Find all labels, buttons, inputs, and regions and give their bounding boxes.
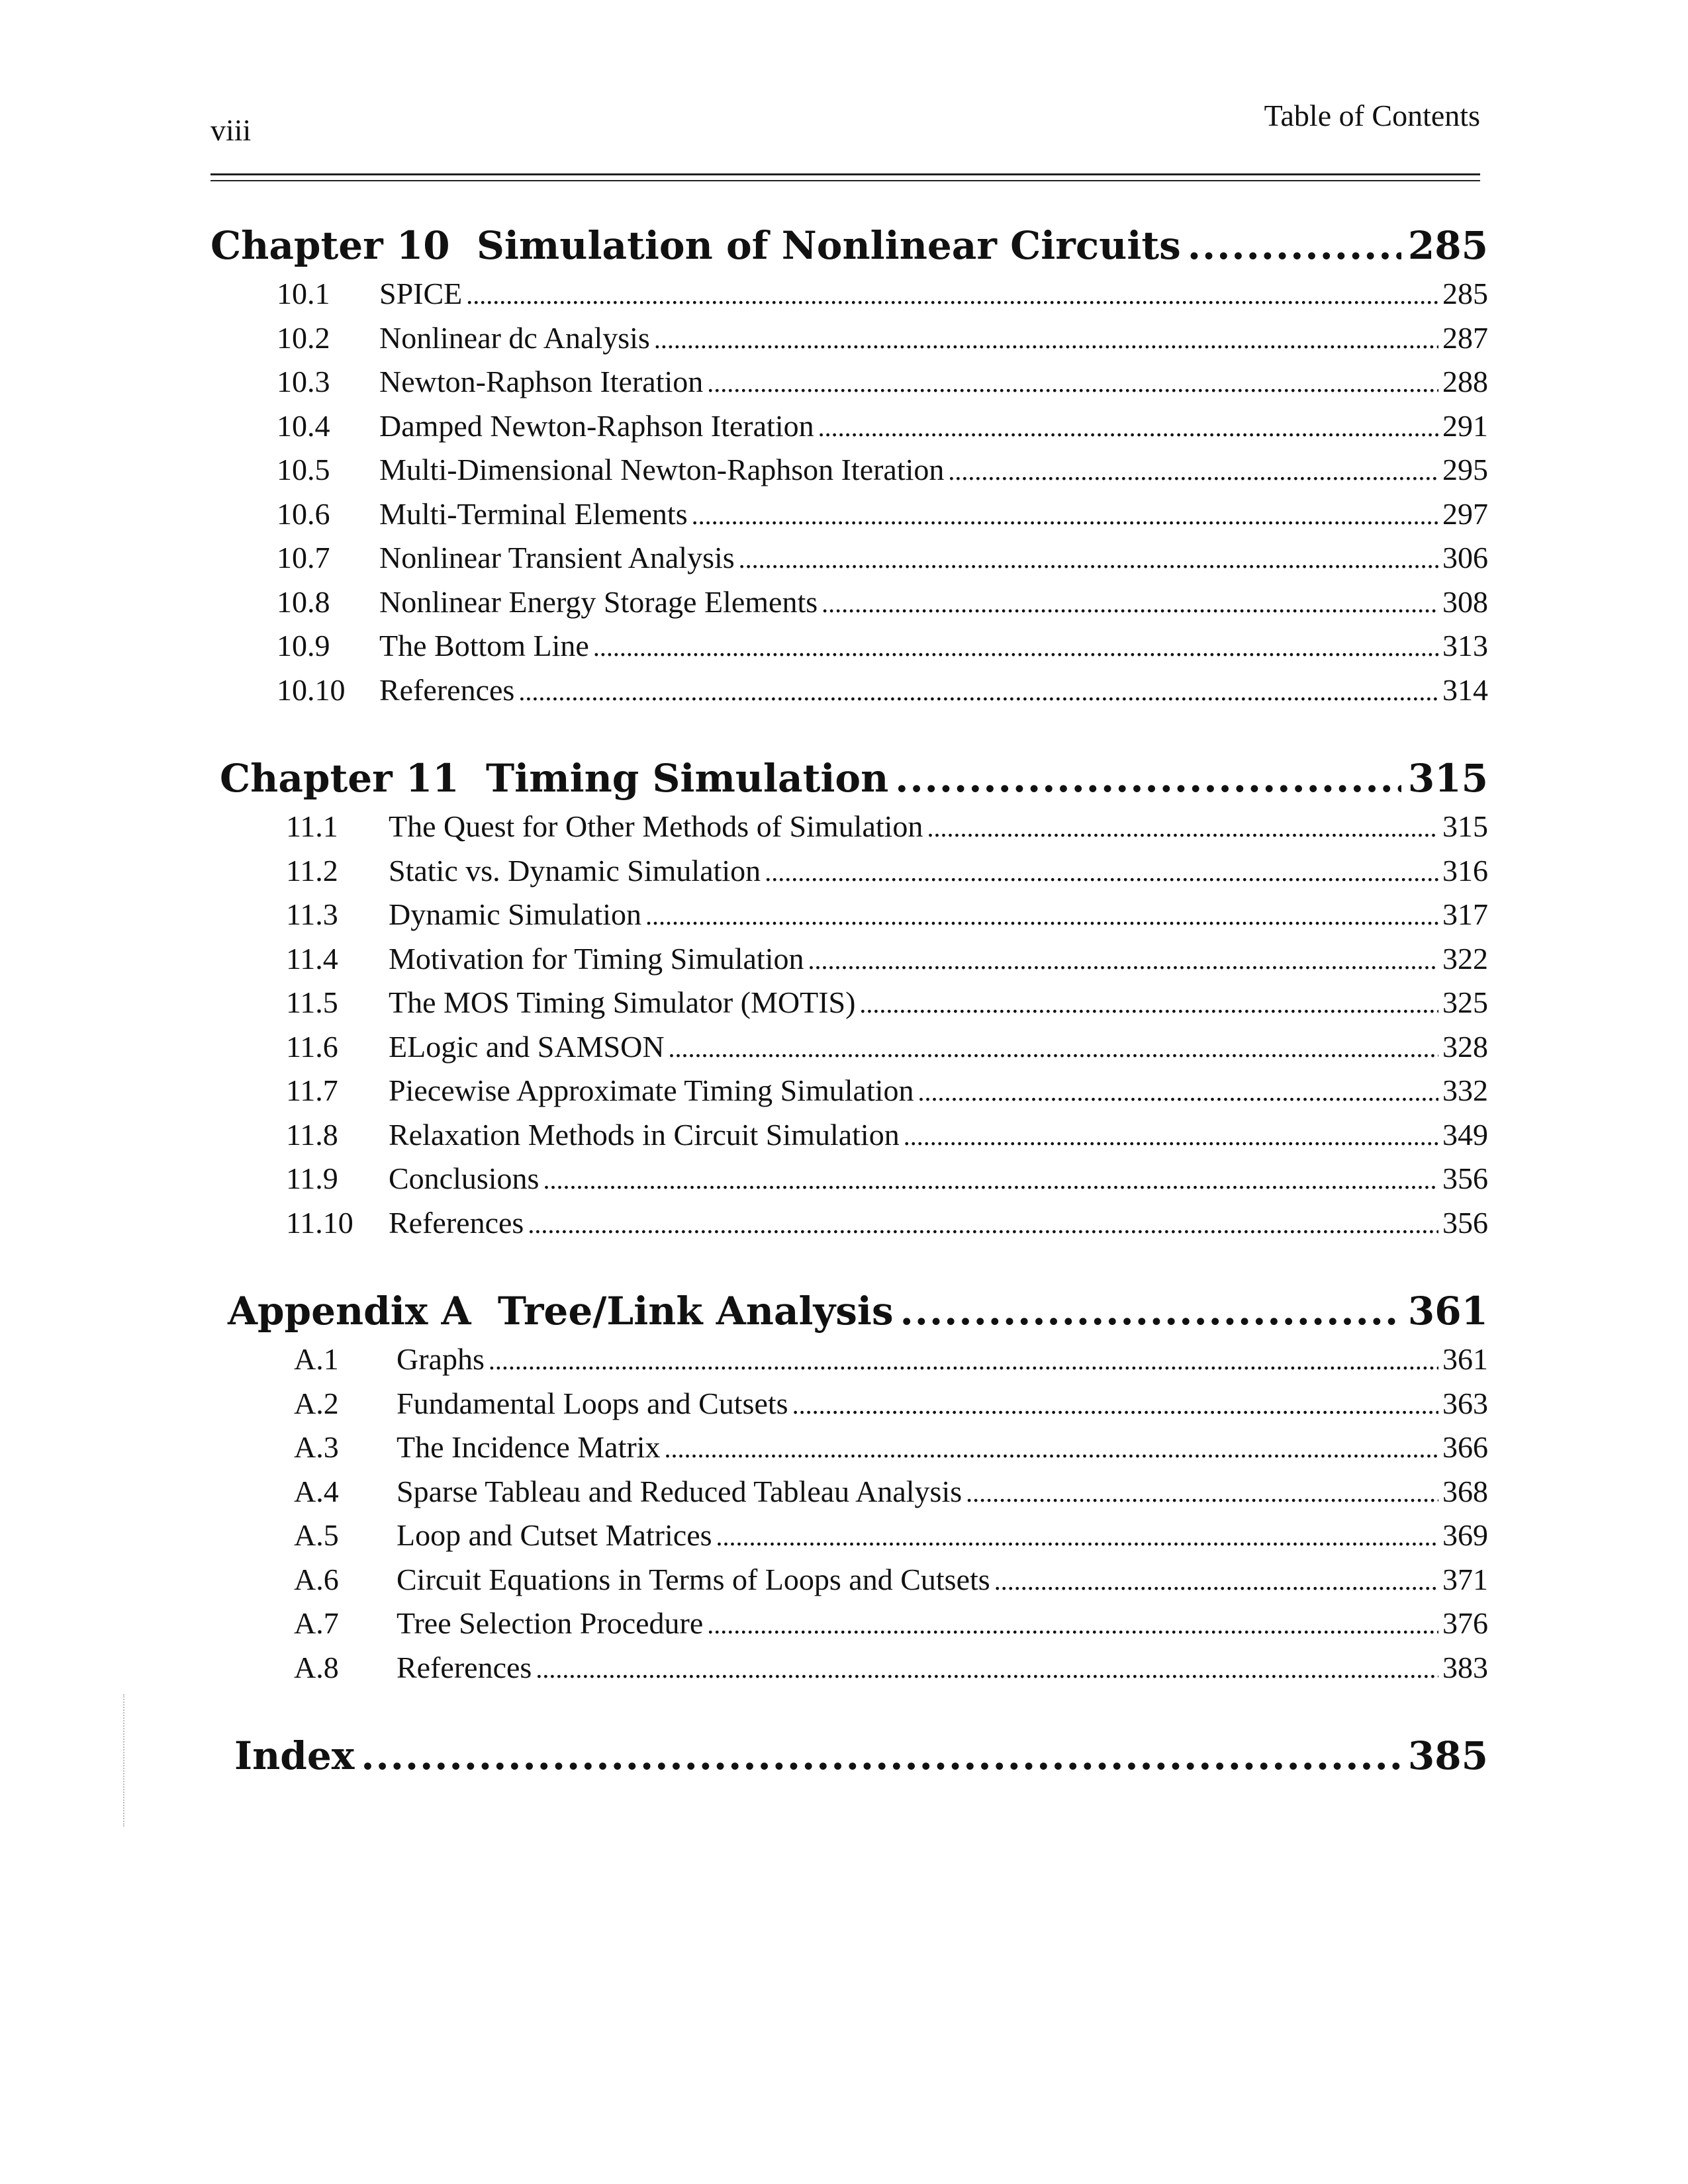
dot-leader xyxy=(543,1159,1438,1202)
entry-page: 369 xyxy=(1442,1518,1488,1552)
entry-page: 383 xyxy=(1442,1650,1488,1684)
page-number: viii xyxy=(211,113,252,147)
header-rule xyxy=(211,173,1480,175)
entry-page: 287 xyxy=(1442,320,1488,355)
entry-number: 11.5 xyxy=(286,985,338,1019)
toc-entry xyxy=(228,1338,1488,1383)
entry-title: Motivation for Timing Simulation xyxy=(389,941,804,976)
appendix-title: Appendix A Tree/Link Analysis xyxy=(228,1289,894,1334)
entry-number: 10.6 xyxy=(277,496,330,531)
entry-number: 10.8 xyxy=(277,584,330,619)
entry-number: 10.2 xyxy=(277,320,330,355)
entry-page: 317 xyxy=(1442,897,1488,931)
toc-entry xyxy=(211,273,1488,317)
entry-title: The Quest for Other Methods of Simulation xyxy=(389,809,923,843)
entry-page: 297 xyxy=(1442,496,1488,531)
entry-number: 10.5 xyxy=(277,453,330,486)
entry-page: 376 xyxy=(1442,1606,1488,1640)
toc-entry xyxy=(211,405,1488,449)
toc-entry xyxy=(220,1114,1488,1158)
toc-entry xyxy=(228,1559,1488,1603)
entry-page: 306 xyxy=(1442,541,1488,574)
toc-entry xyxy=(228,1426,1488,1471)
entry-title: Tree Selection Procedure xyxy=(397,1606,704,1640)
toc-entry xyxy=(228,1383,1488,1427)
entry-page: 371 xyxy=(1442,1562,1488,1596)
entry-page: 291 xyxy=(1442,408,1488,443)
entry-title: Conclusions xyxy=(389,1161,539,1195)
entry-number: 11.3 xyxy=(286,897,338,931)
dot-leader xyxy=(808,939,1438,982)
entry-page: 366 xyxy=(1442,1430,1488,1464)
toc-entry xyxy=(228,1514,1488,1559)
entry-page: 316 xyxy=(1442,853,1488,887)
toc-entry xyxy=(220,1026,1488,1070)
dot-leader xyxy=(739,538,1438,581)
dot-leader xyxy=(904,1115,1438,1158)
toc-entry xyxy=(211,449,1488,493)
dot-leader xyxy=(927,807,1438,850)
entry-number: 10.4 xyxy=(277,408,330,443)
dot-leader xyxy=(664,1428,1438,1471)
dot-leader xyxy=(900,1284,1401,1338)
toc-entry xyxy=(211,537,1488,581)
entry-number: A.1 xyxy=(294,1342,339,1376)
entry-number: A.4 xyxy=(294,1474,339,1508)
index-title: Index xyxy=(234,1733,355,1778)
entry-title: Newton-Raphson Iteration xyxy=(379,365,704,398)
entry-title: Loop and Cutset Matrices xyxy=(397,1518,712,1552)
entry-page: 356 xyxy=(1442,1205,1488,1240)
entry-title: Damped Newton-Raphson Iteration xyxy=(379,408,814,443)
toc-section-index xyxy=(234,1729,1488,1783)
entry-number: 10.3 xyxy=(277,365,330,398)
entry-title: References xyxy=(379,672,515,707)
dot-leader xyxy=(818,406,1438,449)
entry-page: 295 xyxy=(1442,453,1488,486)
index-page: 385 xyxy=(1407,1733,1488,1778)
entry-title: Nonlinear dc Analysis xyxy=(379,320,650,355)
entry-page: 361 xyxy=(1442,1342,1488,1376)
dot-leader xyxy=(765,851,1438,894)
entry-number: A.2 xyxy=(294,1386,339,1420)
entry-number: 10.9 xyxy=(277,629,330,662)
appendix-heading xyxy=(228,1284,1488,1338)
entry-number: A.8 xyxy=(294,1650,339,1684)
entry-page: 356 xyxy=(1442,1161,1488,1195)
dot-leader xyxy=(466,274,1438,317)
entry-page: 363 xyxy=(1442,1386,1488,1420)
dot-leader xyxy=(654,318,1438,361)
dot-leader xyxy=(792,1384,1438,1427)
entry-title: ELogic and SAMSON xyxy=(389,1029,665,1064)
chapter-title: Chapter 10 Simulation of Nonlinear Circuits xyxy=(211,223,1181,268)
entry-title: The Bottom Line xyxy=(379,629,589,662)
entry-page: 314 xyxy=(1442,672,1488,707)
dot-leader xyxy=(716,1516,1438,1559)
table-of-contents xyxy=(211,218,1488,1821)
entry-title: Nonlinear Energy Storage Elements xyxy=(379,584,818,619)
toc-entry xyxy=(228,1647,1488,1691)
dot-leader xyxy=(707,362,1438,405)
entry-title: Sparse Tableau and Reduced Tableau Analysis xyxy=(397,1474,962,1508)
toc-entry xyxy=(211,361,1488,405)
scan-margin-marks xyxy=(123,1694,126,1827)
entry-number: 11.2 xyxy=(286,853,338,887)
entry-title: Dynamic Simulation xyxy=(389,897,642,931)
entry-page: 315 xyxy=(1442,809,1488,843)
dot-leader xyxy=(593,626,1438,669)
entry-title: Relaxation Methods in Circuit Simulation xyxy=(389,1117,900,1152)
entry-page: 332 xyxy=(1442,1073,1488,1107)
toc-entry xyxy=(220,1069,1488,1114)
entry-title: Multi-Terminal Elements xyxy=(379,496,688,531)
chapter-heading xyxy=(220,751,1488,805)
dot-leader xyxy=(1188,218,1401,273)
dot-leader xyxy=(966,1472,1438,1515)
entry-number: 11.7 xyxy=(286,1073,338,1107)
toc-section-chapter-11 xyxy=(220,751,1488,1246)
entry-number: 11.6 xyxy=(286,1029,338,1064)
header-rule-secondary xyxy=(211,180,1480,181)
dot-leader xyxy=(518,670,1438,713)
toc-entry xyxy=(220,893,1488,938)
chapter-page: 315 xyxy=(1407,756,1488,801)
dot-leader xyxy=(821,582,1438,625)
entry-page: 322 xyxy=(1442,941,1488,976)
entry-number: 11.10 xyxy=(286,1205,353,1240)
entry-title: Fundamental Loops and Cutsets xyxy=(397,1386,788,1420)
entry-number: A.6 xyxy=(294,1562,339,1596)
entry-number: A.5 xyxy=(294,1518,339,1552)
entry-page: 328 xyxy=(1442,1029,1488,1064)
entry-title: Circuit Equations in Terms of Loops and Cutsets xyxy=(397,1562,990,1596)
entry-title: The MOS Timing Simulator (MOTIS) xyxy=(389,985,856,1019)
dot-leader xyxy=(361,1729,1401,1783)
dot-leader xyxy=(489,1340,1438,1383)
entry-title: References xyxy=(397,1650,532,1684)
toc-entry xyxy=(211,581,1488,625)
entry-title: Static vs. Dynamic Simulation xyxy=(389,853,761,887)
chapter-title: Chapter 11 Timing Simulation xyxy=(220,756,889,801)
entry-number: A.7 xyxy=(294,1606,339,1640)
entry-number: 10.7 xyxy=(277,541,330,574)
entry-title: The Incidence Matrix xyxy=(397,1430,661,1464)
running-head: Table of Contents xyxy=(1264,99,1480,132)
dot-leader xyxy=(669,1027,1438,1070)
entry-page: 325 xyxy=(1442,985,1488,1019)
toc-entry xyxy=(220,850,1488,894)
chapter-page: 285 xyxy=(1407,223,1488,268)
dot-leader xyxy=(707,1604,1438,1647)
entry-title: Multi-Dimensional Newton-Raphson Iteration xyxy=(379,453,945,486)
entry-number: A.3 xyxy=(294,1430,339,1464)
index-heading xyxy=(234,1729,1488,1783)
entry-title: SPICE xyxy=(379,277,463,310)
toc-entry xyxy=(220,1202,1488,1246)
dot-leader xyxy=(895,751,1401,805)
toc-entry xyxy=(211,669,1488,713)
entry-number: 11.1 xyxy=(286,809,338,843)
entry-page: 313 xyxy=(1442,629,1488,662)
dot-leader xyxy=(918,1071,1439,1114)
toc-entry xyxy=(211,317,1488,361)
toc-entry xyxy=(220,1158,1488,1202)
toc-entry xyxy=(228,1602,1488,1647)
entry-title: Graphs xyxy=(397,1342,485,1376)
toc-entry xyxy=(220,805,1488,850)
dot-leader xyxy=(692,494,1438,537)
entry-page: 288 xyxy=(1442,365,1488,398)
entry-number: 10.1 xyxy=(277,277,330,310)
entry-number: 11.4 xyxy=(286,941,338,976)
toc-section-appendix-a xyxy=(228,1284,1488,1690)
entry-page: 368 xyxy=(1442,1474,1488,1508)
entry-page: 349 xyxy=(1442,1117,1488,1152)
dot-leader xyxy=(994,1560,1438,1603)
entry-number: 11.9 xyxy=(286,1161,338,1195)
dot-leader xyxy=(948,450,1438,493)
entry-number: 11.8 xyxy=(286,1117,338,1152)
appendix-page: 361 xyxy=(1407,1289,1488,1334)
entry-number: 10.10 xyxy=(277,672,346,707)
dot-leader xyxy=(536,1648,1438,1691)
entry-title: References xyxy=(389,1205,524,1240)
dot-leader xyxy=(645,895,1438,938)
entry-title: Piecewise Approximate Timing Simulation xyxy=(389,1073,914,1107)
toc-entry xyxy=(211,493,1488,537)
toc-entry xyxy=(228,1471,1488,1515)
toc-entry xyxy=(220,981,1488,1026)
entry-page: 285 xyxy=(1442,277,1488,310)
toc-entry xyxy=(220,938,1488,982)
toc-entry xyxy=(211,625,1488,669)
chapter-heading xyxy=(211,218,1488,273)
toc-section-chapter-10 xyxy=(211,218,1488,713)
dot-leader xyxy=(859,983,1438,1026)
entry-page: 308 xyxy=(1442,584,1488,619)
entry-title: Nonlinear Transient Analysis xyxy=(379,541,735,574)
dot-leader xyxy=(528,1203,1438,1246)
